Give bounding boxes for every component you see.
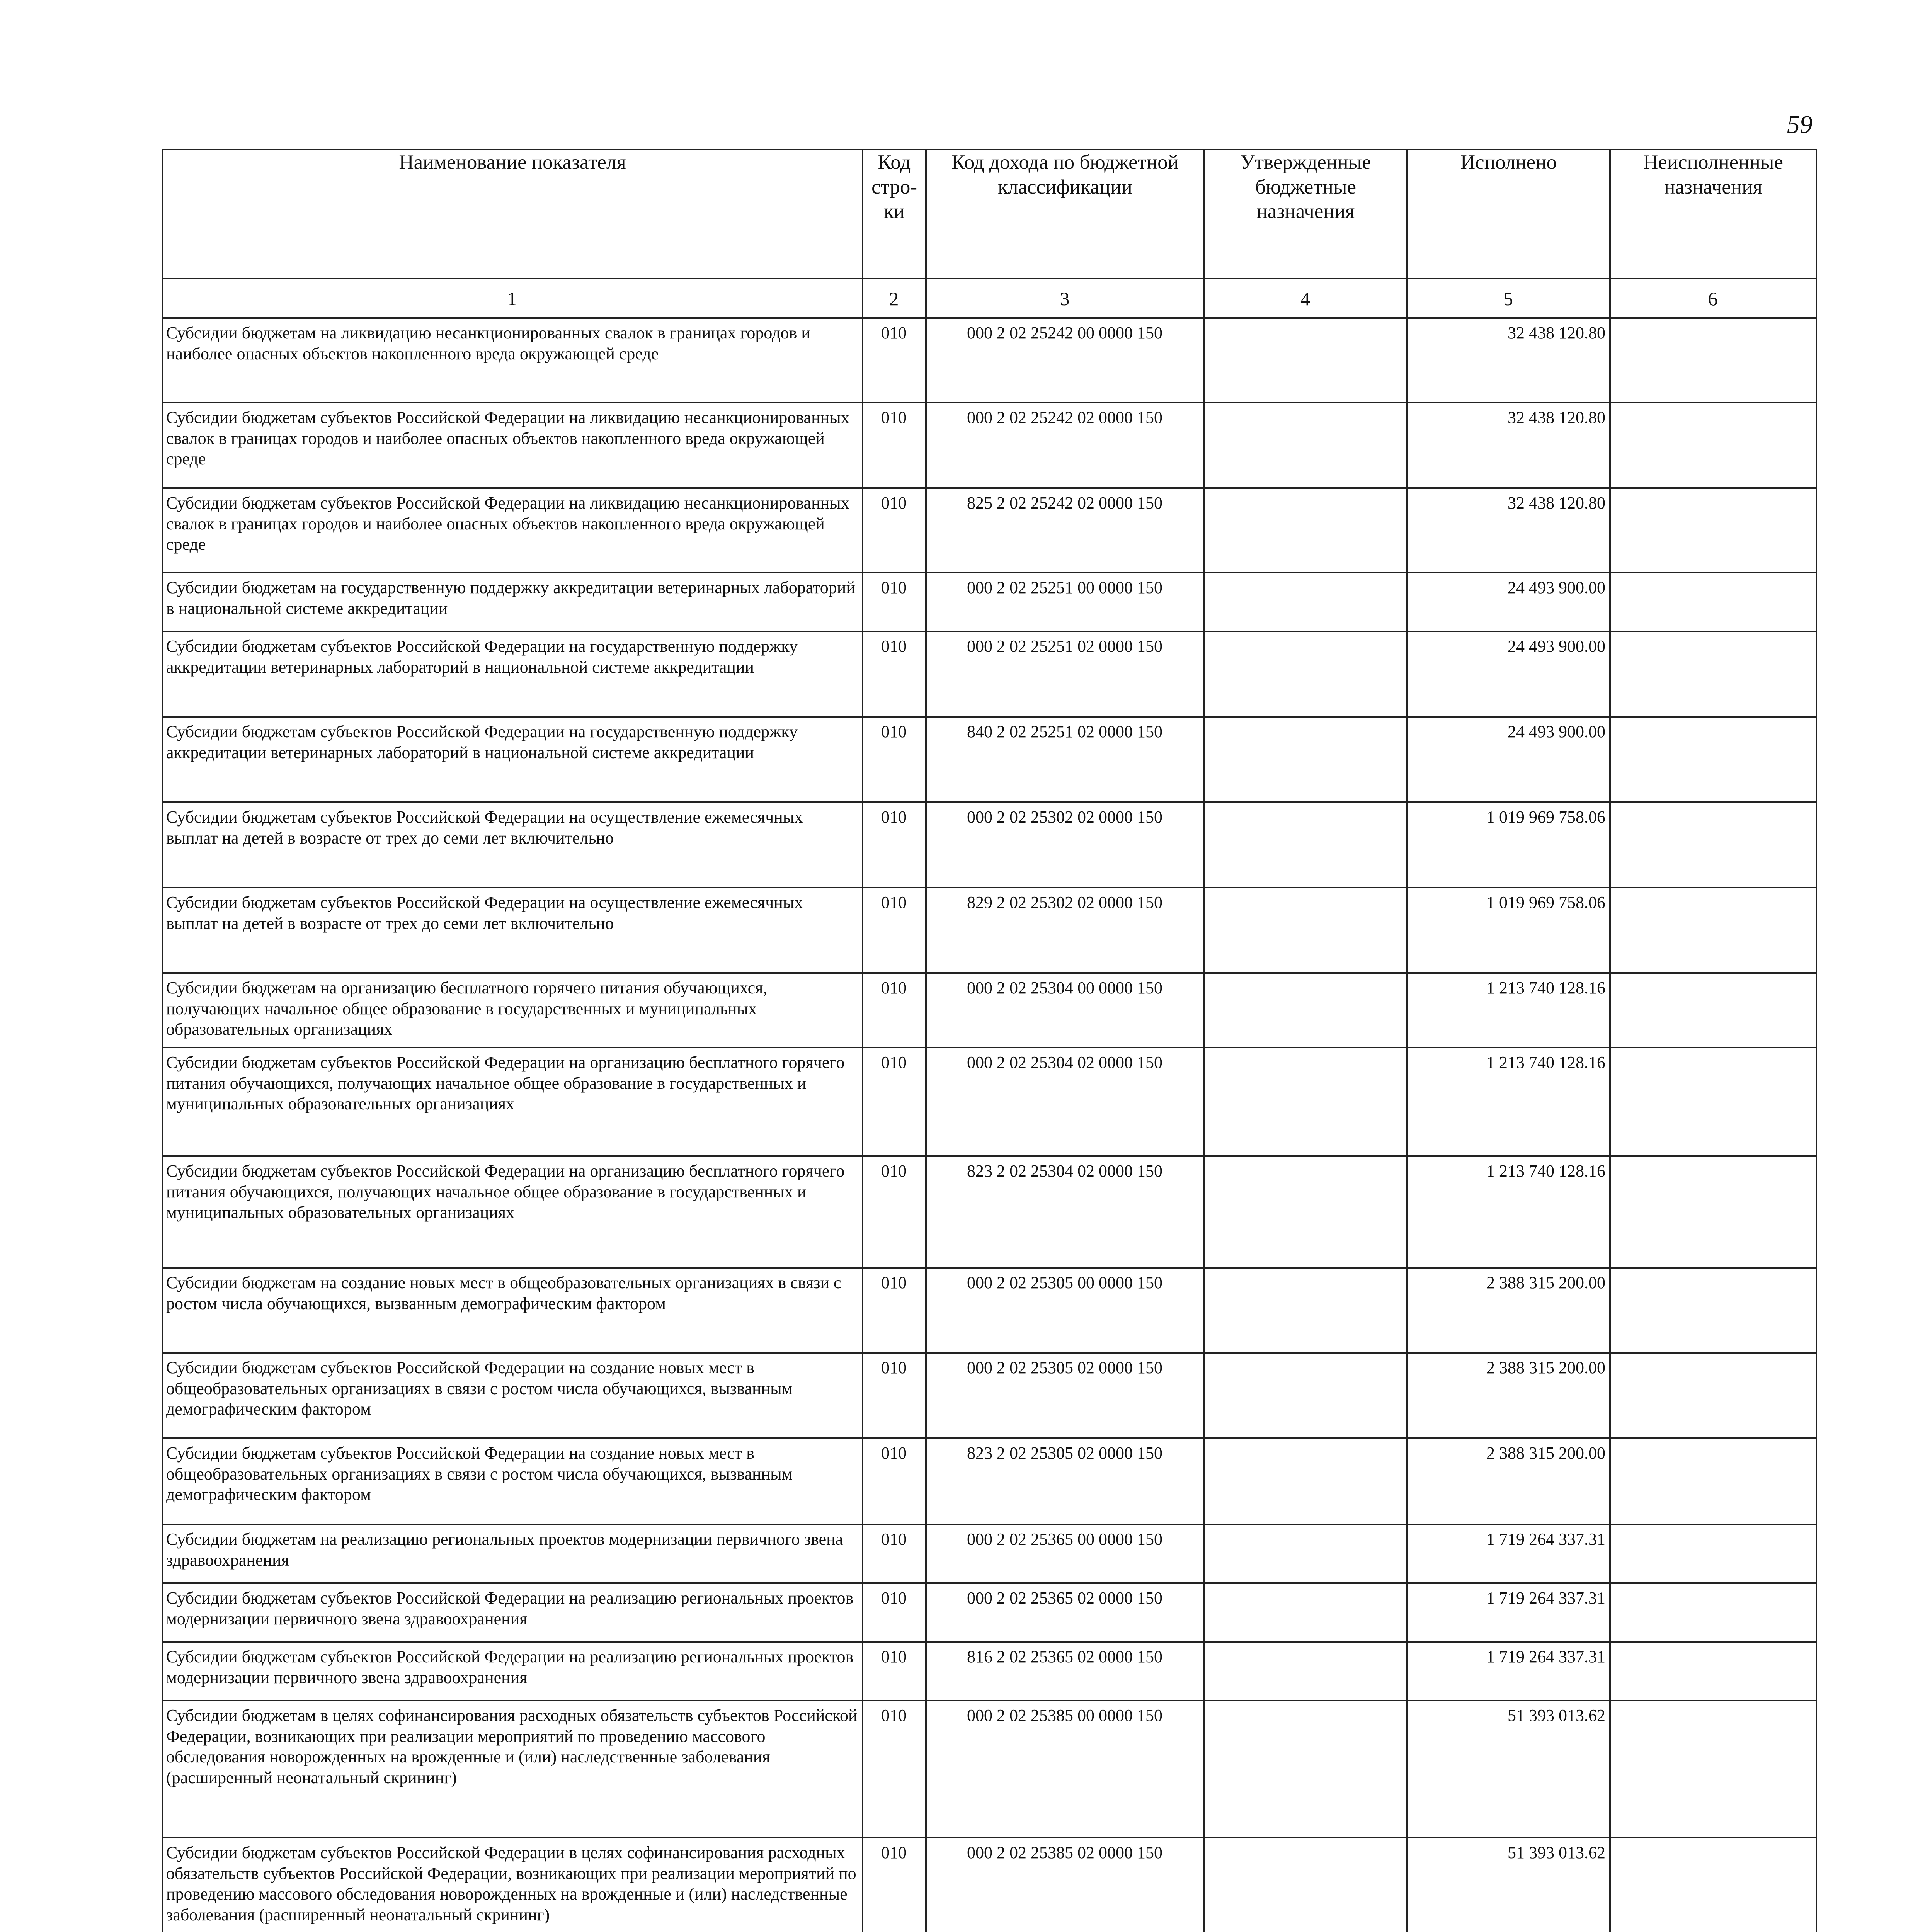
row-name: Субсидии бюджетам субъектов Российской Федерации на осуществление ежемесячных выплат на детей в возрасте от трех до семи лет включительно [162, 802, 863, 888]
row-executed: 1 213 740 128.16 [1407, 1156, 1610, 1268]
row-approved [1204, 1583, 1407, 1642]
column-number: 5 [1407, 279, 1610, 318]
row-income-code: 816 2 02 25365 02 0000 150 [926, 1642, 1204, 1701]
row-unexecuted [1610, 573, 1816, 631]
row-unexecuted [1610, 973, 1816, 1048]
table-row [162, 318, 1816, 403]
row-line-code: 010 [863, 488, 926, 573]
row-line-code: 010 [863, 1524, 926, 1583]
row-line-code: 010 [863, 573, 926, 631]
row-line-code: 010 [863, 1268, 926, 1353]
row-name: Субсидии бюджетам субъектов Российской Федерации на реализацию региональных проектов модернизации первичного звена здравоохранения [162, 1583, 863, 1642]
row-approved [1204, 717, 1407, 802]
row-approved [1204, 1701, 1407, 1838]
row-name: Субсидии бюджетам на организацию бесплатного горячего питания обучающихся, получающих начальное общее образование в государственных и муниципальных образовательных организациях [162, 973, 863, 1048]
column-number: 4 [1204, 279, 1407, 318]
row-unexecuted [1610, 1583, 1816, 1642]
row-executed: 1 019 969 758.06 [1407, 802, 1610, 888]
table-row [162, 631, 1816, 717]
column-number: 2 [863, 279, 926, 318]
row-unexecuted [1610, 717, 1816, 802]
row-executed: 1 719 264 337.31 [1407, 1642, 1610, 1701]
row-executed: 32 438 120.80 [1407, 488, 1610, 573]
row-line-code: 010 [863, 1838, 926, 1932]
row-line-code: 010 [863, 802, 926, 888]
row-approved [1204, 318, 1407, 403]
row-executed: 2 388 315 200.00 [1407, 1268, 1610, 1353]
row-income-code: 000 2 02 25251 02 0000 150 [926, 631, 1204, 717]
row-income-code: 000 2 02 25305 02 0000 150 [926, 1353, 1204, 1438]
table-row [162, 1701, 1816, 1838]
table-row [162, 717, 1816, 802]
row-name: Субсидии бюджетам на реализацию региональных проектов модернизации первичного звена здравоохранения [162, 1524, 863, 1583]
row-name: Субсидии бюджетам субъектов Российской Федерации на создание новых мест в общеобразовательных организациях в связи с ростом числа обучающихся, вызванным демографическим фактором [162, 1353, 863, 1438]
row-executed: 51 393 013.62 [1407, 1701, 1610, 1838]
row-approved [1204, 1438, 1407, 1524]
row-executed: 2 388 315 200.00 [1407, 1353, 1610, 1438]
column-number-row [162, 279, 1816, 318]
table-row [162, 1268, 1816, 1353]
row-income-code: 000 2 02 25242 00 0000 150 [926, 318, 1204, 403]
row-line-code: 010 [863, 973, 926, 1048]
header-line-code: Код стро-ки [863, 150, 926, 279]
table-row [162, 973, 1816, 1048]
row-name: Субсидии бюджетам субъектов Российской Федерации на организацию бесплатного горячего питания обучающихся, получающих начальное общее образование в государственных и муниципальных образовательных организациях [162, 1156, 863, 1268]
row-approved [1204, 1268, 1407, 1353]
table-row [162, 1438, 1816, 1524]
row-line-code: 010 [863, 403, 926, 488]
row-line-code: 010 [863, 1583, 926, 1642]
table-row [162, 488, 1816, 573]
row-unexecuted [1610, 631, 1816, 717]
row-name: Субсидии бюджетам субъектов Российской Федерации на осуществление ежемесячных выплат на детей в возрасте от трех до семи лет включительно [162, 888, 863, 973]
row-unexecuted [1610, 1524, 1816, 1583]
row-approved [1204, 973, 1407, 1048]
row-executed: 24 493 900.00 [1407, 717, 1610, 802]
row-name: Субсидии бюджетам субъектов Российской Федерации на реализацию региональных проектов модернизации первичного звена здравоохранения [162, 1642, 863, 1701]
table-row [162, 1583, 1816, 1642]
row-income-code: 000 2 02 25385 02 0000 150 [926, 1838, 1204, 1932]
table-row [162, 888, 1816, 973]
row-executed: 2 388 315 200.00 [1407, 1438, 1610, 1524]
row-name: Субсидии бюджетам субъектов Российской Федерации в целях софинансирования расходных обязательств субъектов Российской Федерации, возникающих при реализации мероприятий по проведению массового обследования новорожденных на врожденные и (или) наследственные заболевания (расширенный неонатальный скрининг) [162, 1838, 863, 1932]
table-row [162, 1048, 1816, 1156]
row-unexecuted [1610, 1268, 1816, 1353]
row-executed: 1 719 264 337.31 [1407, 1524, 1610, 1583]
row-unexecuted [1610, 888, 1816, 973]
table-row [162, 573, 1816, 631]
row-income-code: 000 2 02 25385 00 0000 150 [926, 1701, 1204, 1838]
row-approved [1204, 403, 1407, 488]
row-executed: 24 493 900.00 [1407, 631, 1610, 717]
row-approved [1204, 1642, 1407, 1701]
row-name: Субсидии бюджетам субъектов Российской Федерации на ликвидацию несанкционированных свалок в границах городов и наиболее опасных объектов накопленного вреда окружающей среде [162, 488, 863, 573]
row-income-code: 000 2 02 25305 00 0000 150 [926, 1268, 1204, 1353]
row-executed: 24 493 900.00 [1407, 573, 1610, 631]
row-approved [1204, 1048, 1407, 1156]
row-unexecuted [1610, 1701, 1816, 1838]
table-row [162, 1642, 1816, 1701]
table-row [162, 403, 1816, 488]
row-name: Субсидии бюджетам субъектов Российской Федерации на организацию бесплатного горячего питания обучающихся, получающих начальное общее образование в государственных и муниципальных образовательных организациях [162, 1048, 863, 1156]
row-approved [1204, 1524, 1407, 1583]
column-number: 3 [926, 279, 1204, 318]
row-approved [1204, 1838, 1407, 1932]
row-unexecuted [1610, 318, 1816, 403]
row-income-code: 829 2 02 25302 02 0000 150 [926, 888, 1204, 973]
row-approved [1204, 488, 1407, 573]
column-number: 1 [162, 279, 863, 318]
row-unexecuted [1610, 488, 1816, 573]
row-executed: 32 438 120.80 [1407, 403, 1610, 488]
row-line-code: 010 [863, 1438, 926, 1524]
row-name: Субсидии бюджетам субъектов Российской Федерации на государственную поддержку аккредитации ветеринарных лабораторий в национальной системе аккредитации [162, 631, 863, 717]
row-unexecuted [1610, 1048, 1816, 1156]
header-executed: Исполнено [1407, 150, 1610, 279]
row-line-code: 010 [863, 318, 926, 403]
row-line-code: 010 [863, 1156, 926, 1268]
row-executed: 1 019 969 758.06 [1407, 888, 1610, 973]
row-approved [1204, 1156, 1407, 1268]
column-number: 6 [1610, 279, 1816, 318]
row-name: Субсидии бюджетам на государственную поддержку аккредитации ветеринарных лабораторий в национальной системе аккредитации [162, 573, 863, 631]
table-row [162, 802, 1816, 888]
row-income-code: 823 2 02 25305 02 0000 150 [926, 1438, 1204, 1524]
row-line-code: 010 [863, 717, 926, 802]
row-income-code: 000 2 02 25304 02 0000 150 [926, 1048, 1204, 1156]
table-row [162, 1838, 1816, 1932]
row-income-code: 000 2 02 25365 02 0000 150 [926, 1583, 1204, 1642]
header-name: Наименование показателя [162, 150, 863, 279]
row-income-code: 000 2 02 25251 00 0000 150 [926, 573, 1204, 631]
row-line-code: 010 [863, 888, 926, 973]
row-line-code: 010 [863, 631, 926, 717]
row-executed: 1 719 264 337.31 [1407, 1583, 1610, 1642]
row-income-code: 000 2 02 25242 02 0000 150 [926, 403, 1204, 488]
table-row [162, 1353, 1816, 1438]
row-unexecuted [1610, 1156, 1816, 1268]
budget-execution-table [162, 149, 1817, 1932]
row-approved [1204, 1353, 1407, 1438]
row-name: Субсидии бюджетам субъектов Российской Федерации на государственную поддержку аккредитации ветеринарных лабораторий в национальной системе аккредитации [162, 717, 863, 802]
row-name: Субсидии бюджетам субъектов Российской Федерации на ликвидацию несанкционированных свалок в границах городов и наиболее опасных объектов накопленного вреда окружающей среде [162, 403, 863, 488]
row-executed: 1 213 740 128.16 [1407, 1048, 1610, 1156]
row-line-code: 010 [863, 1642, 926, 1701]
row-income-code: 840 2 02 25251 02 0000 150 [926, 717, 1204, 802]
header-unexecuted: Неисполненные назначения [1610, 150, 1816, 279]
header-income-code: Код дохода по бюджетной классификации [926, 150, 1204, 279]
row-approved [1204, 573, 1407, 631]
row-line-code: 010 [863, 1701, 926, 1838]
row-name: Субсидии бюджетам в целях софинансирования расходных обязательств субъектов Российской Федерации, возникающих при реализации мероприятий по проведению массового обследования новорожденных на врожденные и (или) наследственные заболевания (расширенный неонатальный скрининг) [162, 1701, 863, 1838]
row-name: Субсидии бюджетам субъектов Российской Федерации на создание новых мест в общеобразовательных организациях в связи с ростом числа обучающихся, вызванным демографическим фактором [162, 1438, 863, 1524]
row-approved [1204, 631, 1407, 717]
row-income-code: 000 2 02 25304 00 0000 150 [926, 973, 1204, 1048]
row-line-code: 010 [863, 1048, 926, 1156]
row-unexecuted [1610, 1642, 1816, 1701]
row-executed: 32 438 120.80 [1407, 318, 1610, 403]
table-header-row [162, 150, 1816, 279]
row-unexecuted [1610, 1838, 1816, 1932]
row-executed: 1 213 740 128.16 [1407, 973, 1610, 1048]
row-name: Субсидии бюджетам на создание новых мест в общеобразовательных организациях в связи с ростом числа обучающихся, вызванным демографическим фактором [162, 1268, 863, 1353]
row-unexecuted [1610, 1438, 1816, 1524]
table-row [162, 1524, 1816, 1583]
row-income-code: 825 2 02 25242 02 0000 150 [926, 488, 1204, 573]
row-unexecuted [1610, 1353, 1816, 1438]
row-line-code: 010 [863, 1353, 926, 1438]
header-approved: Утвержденные бюджетные назначения [1204, 150, 1407, 279]
row-approved [1204, 888, 1407, 973]
row-name: Субсидии бюджетам на ликвидацию несанкционированных свалок в границах городов и наиболее опасных объектов накопленного вреда окружающей среде [162, 318, 863, 403]
row-unexecuted [1610, 802, 1816, 888]
row-executed: 51 393 013.62 [1407, 1838, 1610, 1932]
row-income-code: 000 2 02 25365 00 0000 150 [926, 1524, 1204, 1583]
table-row [162, 1156, 1816, 1268]
row-income-code: 000 2 02 25302 02 0000 150 [926, 802, 1204, 888]
page-number: 59 [1787, 111, 1813, 139]
row-income-code: 823 2 02 25304 02 0000 150 [926, 1156, 1204, 1268]
row-unexecuted [1610, 403, 1816, 488]
row-approved [1204, 802, 1407, 888]
